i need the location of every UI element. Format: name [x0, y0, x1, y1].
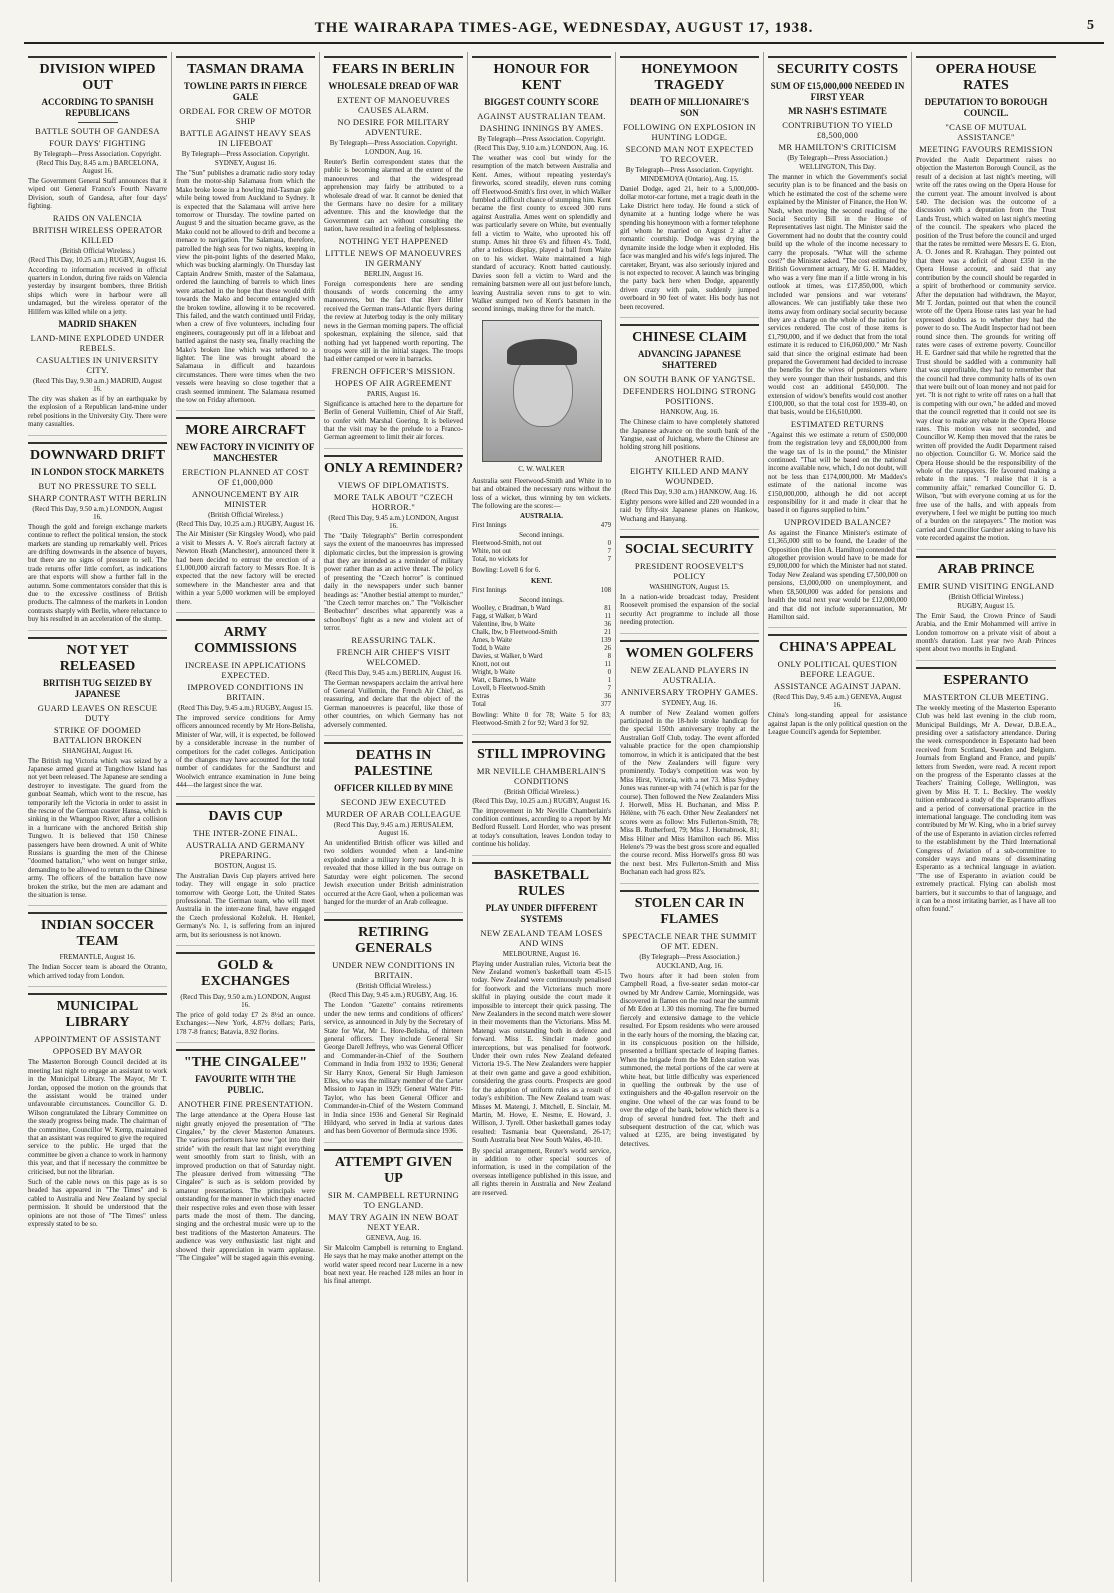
scorecard-runs: 139	[600, 636, 611, 644]
subheadline: PRESIDENT ROOSEVELT'S POLICY	[634, 560, 745, 581]
dateline: SYDNEY, Aug. 16.	[662, 698, 717, 707]
scorecard-runs: 7	[607, 684, 611, 692]
dateline: BOSTON, August 15.	[214, 861, 277, 870]
subheadline: ADVANCING JAPANESE SHATTERED	[638, 349, 741, 371]
headline: DIVISION WIPED OUT	[28, 56, 167, 94]
article-social-security	[620, 536, 759, 634]
scorecard-runs: 36	[604, 692, 611, 700]
scorecard-team: AUSTRALIA.	[520, 512, 563, 521]
headline: MUNICIPAL LIBRARY	[28, 993, 167, 1031]
headline: OPERA HOUSE RATES	[916, 56, 1056, 94]
article-army-commissions	[176, 619, 315, 797]
dateline: WELLINGTON, This Day.	[799, 163, 876, 171]
dateline: (Recd This Day, 10.25 a.m.) RUGBY, August 16.	[28, 255, 167, 264]
article-basketball-rules	[472, 862, 611, 1203]
dateline: SYDNEY, August 16.	[214, 159, 277, 167]
article-body: The improvement in Mr Neville Chamberlain's condition continues, according to a report by Mr Bedford Russell. Lord Horder, who was present at today's consultation, leaves London today to continue his holiday.	[472, 806, 611, 849]
scorecard-entry: Extras	[472, 692, 490, 700]
subheadline: MR NASH'S ESTIMATE	[788, 106, 887, 116]
bowling-figures: Bowling: White 0 for 78; Waite 5 for 83; Fleetwood-Smith 2 for 92; Ward 3 for 92.	[472, 710, 611, 728]
dateline: FREMANTLE, August 16.	[59, 953, 136, 962]
scorecard-aus-second	[472, 540, 611, 564]
scorecard-innings-label: Second innings.	[519, 531, 564, 540]
subheadline: EMIR SUND VISITING ENGLAND	[917, 580, 1055, 591]
dateline: (Recd This Day, 9.45 a.m.) BERLIN, August 16.	[325, 668, 462, 677]
scorecard-entry: White, not out	[472, 548, 512, 556]
headline: TASMAN DRAMA	[176, 56, 315, 78]
credit: By Telegraph—Press Association. Copyright.	[625, 166, 754, 174]
article-more-aircraft	[176, 417, 315, 613]
scorecard-entry: Ames, b Waite	[472, 636, 512, 644]
headline: ARMY COMMISSIONS	[176, 619, 315, 657]
subheadline: SECOND MAN NOT EXPECTED TO RECOVER.	[625, 144, 754, 164]
subheadline: DEPUTATION TO BOROUGH COUNCIL.	[924, 97, 1048, 118]
subheadline: ERECTION PLANNED AT COST OF £1,000,000	[182, 467, 309, 488]
scorecard-entry: Fleetwood-Smith, not out	[472, 540, 542, 548]
subheadline: UNPROVIDED BALANCE?	[784, 516, 891, 527]
article-body: The manner in which the Government's social security plan is to be financed and the basis on which he estimated the cost of the scheme were explained by the Minister of Finance, the Hon W. Nash, when moving the second reading of the Social Security Bill in the House of Representatives last night. The Minister said the Government had no doubt that the country could build up the whole of the income necessary to carry the proposals. "What will the scheme cost?" the Minister asked. "The cost estimated by British Government actuary, Mr G. H. Maddex, who was a very fine man if a little wrong in his outlook at times, was £17,850,000, which included war pensions and war veterans' allowances. We can justifiably take these two items away from ordinary social security because they are a charge on the whole of the nation for services rendered. The cost of those items is £1,790,000, and if we deduct that from the total estimate it is reduced to £16,060,000." Mr Nash said that since the original estimate had been prepared the Government had decided to increase the benefits for the wives of pensioners where they were younger than their husbands, and this would cost an additional £450,000. The extension of widow's benefits would cost another £100,000, so that the total cost for 1939-40, on that basis, would be £16,610,000.	[768, 173, 907, 417]
article-only-a-reminder	[324, 455, 463, 736]
headline: ATTEMPT GIVEN UP	[324, 1149, 463, 1187]
subheadline: OPPOSED BY MAYOR	[52, 1046, 143, 1057]
scorecard-kent-first	[472, 587, 611, 595]
credit: By Telegraph—Press Association. Copyright.	[477, 135, 606, 143]
headline: HONEYMOON TRAGEDY	[620, 56, 759, 94]
subheadline: NEW ZEALAND PLAYERS IN AUSTRALIA.	[630, 664, 749, 685]
headline: NOT YET RELEASED	[28, 637, 167, 675]
headline: SECURITY COSTS	[768, 56, 907, 78]
scorecard-row	[472, 556, 611, 564]
subheadline: ASSISTANCE AGAINST JAPAN.	[773, 681, 902, 692]
headline: ESPERANTO	[916, 667, 1056, 689]
article-body: According to information received in official quarters in London, during five raids on Valencia yesterday by insurgent bombers, three British ships which were in harbour were all undamaged, but the wireless operator of the Hillfern was killed while on a jetty.	[28, 265, 167, 316]
article-body: The large attendance at the Opera House last night greatly enjoyed the presentation of "The Cingalee," by the clever Masterton Amateurs. The various performers have now "got into their stride" with the result that last night everything went smoothly from start to finish, with an improved production on that of Saturday night. The pleasure derived from witnessing "The Cingalee" is such as is seldom provided by amateur presentations. The principals were outstanding for the manner in which they enacted their respective roles and even those with lesser parts made the most of them. The dancing, singing and the orchestral music were up to the best traditions of the Masterton Amateurs. The audience was very enthusiastic last night and showed their appreciation in warm applause. "The Cingalee" will be staged again this evening.	[176, 1111, 315, 1263]
headline: SOCIAL SECURITY	[620, 536, 759, 558]
scorecard-entry: First Innings	[472, 522, 507, 530]
subheadline: "CASE OF MUTUAL ASSISTANCE"	[945, 122, 1027, 142]
subheadline: SIR M. CAMPBELL RETURNING TO ENGLAND.	[328, 1189, 459, 1210]
dateline: (Recd This Day, 9.50 a.m.) LONDON, August 16.	[32, 504, 163, 521]
dateline: HANKOW, Aug. 16.	[660, 408, 719, 417]
subheadline: EIGHTY KILLED AND MANY WOUNDED.	[630, 465, 749, 486]
credit: By Telegraph—Press Association. Copyright.	[181, 150, 310, 158]
subheadline: REASSURING TALK.	[351, 634, 436, 645]
article-body: The "Daily Telegraph's" Berlin correspondent says the extent of the manoeuvres has impressed diplomatic circles, but the impression is growing that they are intended as a reminder of military power rather than as an active threat. The policy of presenting the "Czech horror" is continued daily in the newspapers under such banner headings as: "Another bestial attempt to murder," "the Czech terror marches on." The "Volkischer Beobachter" describes what apparently was a schoolboys' fight as a new and violent act of terror.	[324, 531, 463, 633]
subheadline: IMPROVED CONDITIONS IN BRITAIN.	[187, 682, 304, 703]
headline: CHINESE CLAIM	[620, 324, 759, 346]
article-body: As against the Finance Minister's estimate of £1,365,000 still to be found, the Leader of the Opposition (the Hon A. Hamilton) contended that altogether provision would have to be made for £9,000,000 for which the Minister had not stated. Today New Zealand was spending £7,500,000 on pensions, £3,000,000 on unemployment, and when £8,500,000 was added for pensions and health the total next year would be £12,000,000 and that did not include superannuation, Mr Hamilton said.	[768, 528, 908, 621]
article-stolen-car	[620, 890, 759, 1155]
article-body: Reuter's Berlin correspondent states that the public is becoming alarmed at the extent of the manoeuvres and that the widespread apprehension may fairly be attributed to a wholesale dread of war. It cannot be denied that the Germans have no desire for a military adventure. This and the knowledge that the Government can act without consulting the nation, have resulted in a feeling of helplessness.	[324, 158, 463, 234]
subheadline: STRIKE OF DOOMED BATTALION BROKEN	[53, 724, 142, 745]
scorecard-row	[472, 669, 611, 677]
dateline: (Recd This Day, 9.45 a.m.) RUGBY, Aug. 16.	[329, 991, 458, 1000]
dateline: (Recd This Day, 9.45 a.m.) JERUSALEM, August 16.	[333, 821, 454, 838]
subheadline: AUSTRALIA AND GERMANY PREPARING.	[185, 839, 306, 860]
headline: INDIAN SOCCER TEAM	[28, 912, 167, 950]
page-number: 5	[1087, 18, 1094, 33]
subheadline: RAIDS ON VALENCIA	[52, 212, 143, 223]
article-gold-exchanges	[176, 952, 315, 1043]
scorecard-runs: 479	[600, 522, 611, 530]
article-women-golfers	[620, 640, 759, 884]
subheadline: NEW FACTORY IN VICINITY OF MANCHESTER	[176, 442, 315, 464]
subheadline: VIEWS OF DIPLOMATISTS.	[337, 479, 450, 490]
subheadline: CONTRIBUTION TO YIELD £8,500,000	[782, 120, 893, 140]
credit: (British Official Wireless.)	[208, 511, 283, 520]
article-body: Foreign correspondents here are sending thousands of words concerning the army manoeuvres, but the fact that Herr Hitler received the German trans-Atlantic flyers during the review at Juterbog today is the only military news in the German morning papers. The official spokesman, explaining the silence, said that nothing had yet happened worth reporting. The troops were still in the initial stages. The troops had either camped or were in barracks.	[324, 279, 463, 364]
article-tasman-drama	[176, 56, 315, 411]
article-retiring-generals	[324, 919, 463, 1143]
article-body: Sir Malcolm Campbell is returning to England. He says that he may make another attempt on the world water speed record near Lucerne in a new boat next year. He reached 128 miles an hour in his final attempt.	[324, 1243, 463, 1286]
scorecard-row	[472, 661, 611, 669]
subheadline: LAND-MINE EXPLODED UNDER REBELS.	[30, 333, 165, 354]
subheadline: BATTLE SOUTH OF GANDESA	[35, 126, 160, 136]
subheadline: FRENCH OFFICER'S MISSION.	[331, 365, 456, 376]
column-4	[468, 52, 616, 1582]
subheadline: IN LONDON STOCK MARKETS	[30, 466, 165, 477]
scorecard-entry: Watt, c Barnes, b Waite	[472, 676, 536, 684]
article-arab-prince	[916, 556, 1056, 661]
notice-text: By special arrangement, Reuter's world service, in addition to other special sources of information, is used in the compilation of the overseas intelligence published in this issue, and all rights therein in Australia and New Zealand are reserved.	[472, 1146, 611, 1197]
scorecard-runs: 21	[604, 628, 611, 636]
subheadline: MR HAMILTON'S CRITICISM	[778, 142, 897, 152]
article-body: Australia sent Fleetwood-Smith and White in to bat and obtained the necessary runs without the loss of a wicket, thus winning by ten wickets. The following are the scores:—	[472, 476, 611, 510]
dateline: RUGBY, August 15.	[957, 601, 1015, 610]
article-municipal-library	[28, 993, 167, 1234]
article-chinas-appeal	[768, 634, 907, 742]
scorecard-entry: Todd, b Waite	[472, 644, 510, 652]
scorecard-runs: 1	[607, 676, 611, 684]
headline: WOMEN GOLFERS	[620, 640, 759, 662]
credit: (By Telegraph—Press Association.)	[787, 154, 888, 162]
subheadline: ESTIMATED RETURNS	[790, 418, 885, 429]
article-body: The Air Minister (Sir Kingsley Wood), who paid a visit to Messrs A. V. Roe's aircraft factory at Newton Heath (Manchester), announced there it had been decided to entrust the erection of a £1,000,000 aircraft factory to Messrs Roe. It is expected that the new factory will be erected somewhere in the Manchester area and that within a year 5,000 workmen will be employed there.	[176, 530, 315, 606]
scorecard-entry: Fagg, st Walker, b Ward	[472, 612, 538, 620]
scorecard-row	[472, 621, 611, 629]
credit: (British Official Wireless.)	[948, 592, 1024, 601]
subheadline: SECOND JEW EXECUTED	[340, 797, 447, 808]
scorecard-runs: 11	[604, 660, 611, 668]
article-security-costs	[768, 56, 907, 628]
subheadline: UNDER NEW CONDITIONS IN BRITAIN.	[332, 960, 455, 981]
headline: STOLEN CAR IN FLAMES	[620, 890, 759, 928]
subheadline: MAY TRY AGAIN IN NEW BOAT NEXT YEAR.	[328, 1211, 459, 1232]
headline: ONLY A REMINDER?	[324, 455, 463, 477]
subheadline: CASUALTIES IN UNIVERSITY CITY.	[36, 355, 159, 376]
scorecard-row	[472, 637, 611, 645]
scorecard-runs: 7	[607, 548, 611, 556]
article-body: "Against this we estimate a return of £500,000 from the registration levy and £8,000,000 from the wage tax of 1s in the pound," the Minister continued. "That will be based on the national income available now, which, I do not doubt, will not be less than £174,000,000. Mr Maddex's estimate of the national income was £150,000,000, although he did not accept responsibility for it and made it clear that he based it on figures supplied to him."	[768, 430, 907, 515]
article-attempt-given-up	[324, 1149, 463, 1292]
scorecard-entry: Davies, st Walker, b Ward	[472, 652, 543, 660]
article-body: Playing under Australian rules, Victoria beat the New Zealand women's basketball team 45-15 today. New Zealand were continuously penalised for footwork and the Victorians much more skilful in playing outside the court made it impossible to intercept their quick passing. The New Zealanders in the second match were slower in their movements than the Victorians. Miss M. Matengi was outstanding both in defence and forward. Miss E. Sinclair made good interceptions, but was penalised for footwork. Under their own rules New Zealand defeated Victoria 19-5. The New Zealanders were happier at their own game and gave a good exhibition, considering the grass courts. Prospects are good for the adoption of uniform rules as a result of today's exhibition. The New Zealand team was: Misses M. Matengi, J. Mitchell, E. Sinclair, M. Martin, M. Howe, E. Nesme, E. Howard, J. Willison, J. Tyrell. Other basketball games today resulted: Tasmania beat Queensland, 26-17; South Australia beat New South Wales, 40-10.	[472, 959, 611, 1145]
scorecard-runs: 108	[600, 586, 611, 594]
subheadline: NO DESIRE FOR MILITARY ADVENTURE.	[337, 117, 450, 137]
dateline: AUCKLAND, Aug. 16.	[656, 961, 723, 970]
scorecard-row	[472, 548, 611, 556]
notice-text: Such of the cable news on this page as is so headed has appeared in "The Times" and is cabled to Australia and New Zealand by special permission. It should be understood that the opinions are not those of "The Times" unless expressly stated to be so.	[28, 1177, 167, 1228]
subheadline: BUT NO PRESSURE TO SELL	[38, 480, 157, 491]
subheadline: ANOTHER RAID.	[654, 453, 725, 464]
subheadline: APPOINTMENT OF ASSISTANT	[34, 1034, 161, 1045]
article-still-improving	[472, 741, 611, 856]
article-body: The London "Gazette" contains retirements under the new terms and conditions of officers' service, as announced in July by the Secretary of State for War, Mr L. Hore-Belisha, of thirteen general officers. They include General Sir George Darell Jeffreys, who was General Officer and Commander-in-Chief of the Southern Command in India from 1932 to 1936; General Sir Harry Knox, General Sir Hugh Jamieson Elles, who was the military member of the Carter Mission to Japan in 1929; General Walter Pitt-Taylor, who has been General Officer and Commander-in-Chief of the Western Command in India since 1936 and General Sir Reginald Hildyard, who served in India at various dates and has been Governor of Bermuda since 1936.	[324, 1001, 463, 1136]
subheadline: MEETING FAVOURS REMISSION	[919, 144, 1053, 154]
subheadline: BIGGEST COUNTY SCORE	[484, 97, 599, 107]
dateline: (Recd This Day, 9.45 a.m.) LONDON, August 16.	[328, 513, 459, 530]
article-honeymoon-tragedy	[620, 56, 759, 318]
scorecard-runs: 8	[607, 652, 611, 660]
dateline: LONDON, Aug. 16.	[365, 148, 422, 156]
scorecard-team: KENT.	[530, 576, 553, 585]
article-body: The Indian Soccer team is aboard the Otranto, which arrived today from London.	[28, 963, 167, 980]
headline: FEARS IN BERLIN	[324, 56, 463, 78]
headline: RETIRING GENERALS	[324, 919, 463, 957]
scorecard-runs: 377	[600, 700, 611, 708]
scorecard-runs: 81	[604, 604, 611, 612]
article-body: Significance is attached here to the departure for Berlin of General Vuillemin, Chief of Air Staff, to confer with Marshal Goering. It is believed that the visit may be the prelude to a Franco-German agreement to limit their air forces.	[324, 399, 463, 442]
subheadline: FAVOURITE WITH THE PUBLIC.	[195, 1074, 296, 1096]
article-chinese-claim	[620, 324, 759, 530]
scorecard-aus-first	[472, 522, 611, 530]
article-indian-soccer-team	[28, 912, 167, 987]
photo-caption: C. W. WALKER	[518, 464, 565, 473]
portrait-cap	[507, 339, 577, 365]
dateline: GENEVA, Aug. 16.	[365, 1233, 422, 1242]
scorecard-row	[472, 540, 611, 548]
credit: (British Official Wireless.)	[60, 246, 135, 255]
scorecard-row	[472, 605, 611, 613]
column-5	[616, 52, 764, 1582]
scorecard-row	[472, 685, 611, 693]
subheadline: FOUR DAYS' FIGHTING	[49, 138, 146, 148]
article-body: China's long-standing appeal for assistance against Japan is the only political question on the League Council's agenda for September.	[768, 711, 907, 737]
subheadline: SHARP CONTRAST WITH BERLIN	[28, 492, 167, 503]
scorecard-runs: 26	[604, 644, 611, 652]
scorecard-row	[472, 613, 611, 621]
subheadline: THE INTER-ZONE FINAL.	[193, 827, 298, 838]
subheadline: INCREASE IN APPLICATIONS EXPECTED.	[184, 660, 307, 681]
article-body: The Masterton Borough Council decided at its meeting last night to engage an assistant to work in the Municipal Library. The Mayor, Mr T. Jordan, opposed the motion on the grounds that the assistant would be trained under unfavourable circumstances. Councillor G. D. Wilson congratulated the Library Committee on the steady progress being made. The chairman of the committee, Councillor W. Kemp, maintained that an assistant was required to give the required service to the public. He urged that the committee be given a chance to work in harmony this year, and that if necessary the committee be criticised, but not the librarian.	[28, 1058, 167, 1176]
article-body: The Government General Staff announces that it wiped out General Franco's Fourth Navarre Division, south of Gandesa, after four days' fighting.	[28, 177, 167, 211]
headline: DEATHS IN PALESTINE	[324, 742, 463, 780]
article-body: Though the gold and foreign exchange markets continue to reflect the political tension, the stock markets are standing up remarkably well. Prices are drifting downwards in the absence of buyers, but there are no signs of pressure to sell. The trade returns offer little comfort, as indications are that exports will show a further fall in the autumn. Some commentators consider that this is due to the excessive costliness of British products. The calmness of the markets in London contrasts sharply with Berlin, where reluctance to buy his resulted in an acceleration of the slump.	[28, 522, 167, 624]
scorecard-entry: Wright, b Waite	[472, 668, 516, 676]
scorecard-runs: 11	[604, 612, 611, 620]
column-6	[764, 52, 912, 1582]
subheadline: SPECTACLE NEAR THE SUMMIT OF MT. EDEN.	[622, 930, 757, 951]
article-body: The city was shaken as if by an earthquake by the explosion of a Republican land-mine under rebel positions in the University City. There were many casualties.	[28, 395, 167, 429]
article-honour-for-kent	[472, 56, 611, 735]
subheadline: ORDEAL FOR CREW OF MOTOR SHIP	[179, 106, 312, 126]
article-esperanto	[916, 667, 1056, 920]
subheadline: FOLLOWING ON EXPLOSION IN HUNTING LODGE.	[623, 122, 756, 142]
subheadline: ON SOUTH BANK OF YANGTSE.	[623, 374, 756, 385]
credit: By Telegraph—Press Association. Copyright.	[329, 139, 458, 147]
columns	[24, 52, 1104, 1582]
article-body: Daniel Dodge, aged 21, heir to a 5,000,000-dollar motor-car fortune, met a tragic death in the Lake District here today. He found a stick of dynamite at a hunting lodge where he was spending his honeymoon with a former telephone girl whom he married on August 2 after a romantic courtship. Dodge was drying the dynamite inside the lodge when it exploded. His face was mangled and his wife's legs injured. The caretaker, Bryant, was also seriously injured and is not expected to recover. A launch was bringing the party back here when Dodge, apparently driven crazy with pain, suddenly jumped overboard in 90 feet of water. His body has not been recovered.	[620, 185, 759, 311]
subheadline: EXTENT OF MANOEUVRES CAUSES ALARM.	[336, 95, 451, 115]
dateline: WASHINGTON, August 15.	[649, 582, 730, 591]
scorecard-row	[472, 522, 611, 530]
subheadline: MADRID SHAKEN	[58, 319, 137, 330]
headline: DAVIS CUP	[176, 803, 315, 825]
dateline: (Recd This Day, 10.25 a.m.) RUGBY, August 16.	[472, 796, 611, 805]
article-opera-house-rates	[916, 56, 1056, 550]
article-body: The British tug Victoria which was seized by a Japanese armed guard at Tungchow Island has not yet been released. The Japanese are sending a destroyer to investigate. The guard from the gunboat Seamab, which went to the rescue, has temporarily left the Victoria in order to assist in the rescue of the German coaster Hansa, which is sinking in the Whangpoo River, after a collision in a hurricane with the anchored British ship Tungwo. It is believed that 150 Chinese passengers have been drowned. A unit of White Russians is guarding the men of the Chinese "doomed battalion," who went on hunger strike, demanding to be allowed to return to the Chinese army. The officers of the battalion have now broken the strike, but the men are adamant and the situation is tense.	[28, 756, 167, 900]
headline: ARAB PRINCE	[916, 556, 1056, 578]
subheadline: ANNIVERSARY TROPHY GAMES.	[620, 686, 759, 697]
article-body: The price of gold today £7 2s 8½d an ounce. Exchanges:—New York, 4.87½ dollars; Paris, 178 7-8 francs; Batavia, 8.92 florins.	[176, 1010, 315, 1036]
scorecard-runs: 0	[607, 668, 611, 676]
subheadline: BRITISH WIRELESS OPERATOR KILLED	[32, 224, 163, 245]
dateline: MINDEMOYA (Ontario), Aug. 15.	[640, 175, 739, 183]
scorecard-runs: 36	[604, 620, 611, 628]
headline: "THE CINGALEE"	[176, 1049, 315, 1071]
dateline: (Recd This Day, 9.10 a.m.) LONDON, Aug. 16.	[474, 144, 609, 152]
portrait-photo	[482, 320, 602, 462]
article-davis-cup	[176, 803, 315, 946]
scorecard-row	[472, 645, 611, 653]
subheadline: DEFENDERS HOLDING STRONG POSITIONS.	[622, 386, 757, 407]
dateline: SHANGHAI, August 16.	[62, 746, 133, 755]
scorecard-entry: Woolley, c Bradman, b Ward	[472, 604, 551, 612]
dateline: (Recd This Day, 9.45 a.m.) RUGBY, August 15.	[178, 704, 313, 713]
credit: (British Official Wireless.)	[356, 982, 431, 991]
dateline: (Recd This Day, 9.45 a.m.) GENEVA, August 16.	[773, 693, 902, 710]
column-2	[172, 52, 320, 1582]
article-the-cingalee	[176, 1049, 315, 1268]
scorecard-entry: Valentine, lbw, b Waite	[472, 620, 535, 628]
article-body: The Australian Davis Cup players arrived here today. They will engage in solo practice tomorrow with George Lott, the United States professional. The German team, who will meet Australia in the inter-zone final, have engaged the Czech professional Koželuk. H. Henkel, Germany's No. 1, is suffering from an injured arm, but its seriousness is not known.	[176, 871, 315, 939]
subheadline: MR NEVILLE CHAMBERLAIN'S CONDITIONS	[476, 765, 607, 786]
scorecard-row	[472, 701, 611, 709]
dateline: BERLIN, August 16.	[363, 269, 424, 278]
subheadline: MASTERTON CLUB MEETING.	[923, 691, 1049, 702]
scorecard-row	[472, 653, 611, 661]
subheadline: GUARD LEAVES ON RESCUE DUTY	[37, 702, 158, 723]
column-1	[24, 52, 172, 1582]
masthead-title: THE WAIRARAPA TIMES-AGE, WEDNESDAY, AUGUST 17, 1938.	[314, 19, 814, 36]
subheadline: OFFICER KILLED BY MINE	[334, 783, 453, 794]
subheadline: BRITISH TUG SEIZED BY JAPANESE	[42, 677, 153, 699]
subheadline: NEW ZEALAND TEAM LOSES AND WINS	[480, 927, 603, 948]
article-body: Provided the Audit Department raises no objection the Masterton Borough Council, as the result of a decision at last night's meeting, will write off the rates owing on the Opera House for the current year. The amount involved is about £40. The decision was the outcome of a discussion with a deputation from the Trust Lands Trust, which waited on last night's meeting of the council. The speakers who placed the position of the Trust before the council and urged that the rates be remitted were Messrs E. G. Eton, A. O. Jones and R. Krahagan. They pointed out that there was a deficit of about £350 in the Opera House account, and said that any contribution by the council should be regarded in a spirit of brotherhood or community service. After the deputation had withdrawn, the Mayor, Mr T. Jordan, pointed out that when the council wrote off the Opera House rates last year he had expressed doubts as to whether they had the power to do so. The Audit Inspector had not been round since then. The grounds for writing off rates were cases of extreme poverty. Councillor H. E. Gardner said that while he regretted that the Trust should be saddled with a community hall that was unprofitable, they had to remember that the council had three community halls of its own that were built out of loan money and not paid for yet. "It is not right to write off rates on a hall that is competing with our own," he added and moved that the council regretted that it could not see its way clear to make any rebate in the Opera House rates. This motion was not seconded, and Councillor W. Kemp then moved that the rates be written off provided the Audit Department raised no objection. Councillor G. W. Morice said the Opera House should be the responsibility of the whole of the ratepayers. He favoured making a rebate in the rates. "I realise that it is a community affair," remarked Councillor G. D. Wilson, "but with everyone coming at us for the free use of the halls, and with appeals from everywhere, I feel we might be putting too much of a burden on the ratepayers." The motion was carried and Councillor Gardner asking to have his vote recorded against the motion.	[916, 156, 1056, 543]
dateline: (Recd This Day, 9.30 a.m.) HANKOW, Aug. 16.	[621, 487, 758, 496]
article-body: The "Sun" publishes a dramatic radio story today from the motor-ship Salamaua from which the Mako broke loose in a howling mid-Tasman gale while being towed from Auckland to Sydney. It is expected that the Salamaua will arrive here tomorrow or Thursday. The towline parted on August 9 and the situation became grave, as the Mako could not be allowed to drift and become a menace to navigation. The Salamaua, therefore, patrolled the high seas for two nights, keeping in view the pin-point lights of the deserted Mako, which was bucking alarmingly. On Thursday last Captain Andrew Smith, master of the Salamaua, ordered the launching of barrels to which lines were attached in the hope that these would drift towards the Mako and become entangled with the broken towline, allowing it to be recovered. This failed, and the watch continued until Friday, when a crew of five volunteers, including four engineers, courageously put off in a lifeboat and battled against the nasty sea, finally reaching the Mako's broken line which was tethered to a lighter. The line was brought aboard the Salamaua in difficult and hazardous circumstances. There were times when the two vessels were heaving so close together that a crash seemed imminent. The Salamaua resumed the tow on Friday afternoon.	[176, 169, 315, 404]
dateline: MELBOURNE, August 16.	[502, 949, 581, 958]
scorecard-innings-label: Second innings.	[519, 595, 564, 604]
column-3	[320, 52, 468, 1582]
bowling-figures: Bowling: Lovell 6 for 6.	[472, 566, 541, 575]
subheadline: HOPES OF AIR AGREEMENT	[335, 377, 452, 388]
article-body: The Chinese claim to have completely shattered the Japanese advance on the south bank of the Yangtse, east of Juichang, where the Chinese are holding strong hill positions.	[620, 418, 759, 452]
article-division-wiped-out	[28, 56, 167, 436]
article-body: A number of New Zealand women golfers participated in the 18-hole stroke handicap for the special 150th anniversary trophy at the Australian Golf Club, today. The event afforded valuable practice for the open championship tomorrow, in which it is anticipated that the best of the New Zealanders will figure very prominently. Today's competition was won by Miss Hirst, Victoria, with a net 73. Miss Sydney Jones was runner-up with 74 (which is par for the course). Then followed the New Zealanders Miss J. Horwell, Miss H. Buchanan, and Miss P. Hélène, with 76 each. Other New Zealanders' net scores were as follow: Mrs Fullerton-Smith, 78; Miss B. Rutherford, 79; Miss J. Hornabrook, 81; Miss Hilner and Miss Hamilton each 86. Miss Helene's 79 was the best gross score and equalled the course record. Miss Horwell's gross 80 was the next best. Mrs Fullerton-Smith and Miss Buchanan each had gross 82's.	[620, 708, 759, 877]
subheadline: ANNOUNCEMENT BY AIR MINISTER	[191, 489, 300, 510]
subheadline: NOTHING YET HAPPENED	[338, 235, 449, 246]
subheadline: AGAINST AUSTRALIAN TEAM.	[477, 111, 606, 121]
dateline: (Recd This Day, 8.45 a.m.) BARCELONA, August 16.	[36, 159, 159, 175]
article-fears-in-berlin	[324, 56, 463, 449]
article-downward-drift	[28, 442, 167, 631]
subheadline: LITTLE NEWS OF MANOEUVRES IN GERMANY	[325, 247, 462, 268]
dateline: (Recd This Day, 9.50 a.m.) LONDON, August 16.	[180, 992, 311, 1009]
subheadline: ACCORDING TO SPANISH REPUBLICANS	[41, 97, 154, 118]
subheadline: DEATH OF MILLIONAIRE'S SON	[629, 97, 750, 118]
credit: (By Telegraph—Press Association.)	[639, 952, 740, 961]
headline: BASKETBALL RULES	[472, 862, 611, 900]
subheadline: PLAY UNDER DIFFERENT SYSTEMS	[485, 902, 598, 924]
subheadline: BATTLE AGAINST HEAVY SEAS IN LIFEBOAT	[179, 128, 312, 148]
headline: MORE AIRCRAFT	[176, 417, 315, 439]
article-body: The Emir Saud, the Crown Prince of Saudi Arabia, and the Emir Mohammed will arrive in London tomorrow on a private visit of about a month's duration. Last year two Arab Princes spent about two months in England.	[916, 611, 1056, 654]
headline: GOLD & EXCHANGES	[176, 952, 315, 990]
headline: DOWNWARD DRIFT	[28, 442, 167, 464]
subheadline: WHOLESALE DREAD OF WAR	[328, 81, 459, 91]
column-7	[912, 52, 1060, 1582]
scorecard-entry: Lovell, b Fleetwood-Smith	[472, 684, 546, 692]
credit: (British Official Wireless.)	[504, 787, 579, 796]
headline: STILL IMPROVING	[472, 741, 611, 763]
subheadline: SUM OF £15,000,000 NEEDED IN FIRST YEAR	[770, 81, 905, 102]
scorecard-entry: First Innings	[472, 586, 507, 594]
article-body: The weekly meeting of the Masterton Esperanto Club was held last evening in the club room, Municipal Buildings, Mr A. Dewar, D.B.E.A., presiding over a satisfactory attendance. During the week correspondence in Esperanto had been received from Scotland, Sweden and Belgium. Journals from England and France, and pupils' letters from Sweden, were read. A recent report on the progress of the Esperanto classes at the Teachers' Training College, Wellington, was given by Miss H. T. L. Beckley. The weekly tuition embraced a study of the Esperanto affixes and a period of conversational practice in the international language. The concluding item was contributed by Mr W. King, who in a brief survey of the use of Esperanto in aviation circles referred to the establishment by the Third International Congress of Aviation of a sub-committee to consider ways and means of disseminating Esperanto as a technical language in aviation. "The use of Esperanto in aviation could be extremely practical. Flying can abolish most barriers, but it succumbs to that of language, and it can be a most irritating barrier, as I have all too often found."	[916, 703, 1056, 914]
article-body: The improved service conditions for Army officers announced recently by Mr Hore-Belisha, Minister of War, will, it is expected, be followed by a considerable increase in the number of competitors for the cadet colleges. Anticipation of the changes may have accounted for the total number of candidates for the Sandhurst and Woolwich entrance examination in June being 444—the largest since the war.	[176, 714, 315, 790]
divider	[78, 122, 118, 123]
article-body: The weather was cool but windy for the resumption of the match between Australia and Kent. Ames, without repeating yesterday's fireworks, scored steadily, eleven runs coming off Fleetwood-Smith's first over, in which Walker fumbled a difficult chance of stumping him. Kent became the first county to exceed 300 runs against Australia. Ames went on splendidly and was particularly severe on White, but eventually fell a victim to Waite, who uprooted his off stump. Ames hit three 6's and fifteen 4's. Todd, after a tedious display, played a ball from Waite on to his wicket. Waite maintained a high standard of accuracy. Knott batted cautiously. Davies soon fell a victim to Ward and the remaining batsmen were all out just before lunch, leaving Australia seven runs to get to win. Walker stumped two of Kent's batsmen in the second innings, making three for the match.	[472, 154, 611, 314]
article-body: Two hours after it had been stolen from Campbell Road, a five-seater sedan motor-car owned by Mr Andrew Carnie, Morningside, was discovered in flames on the road near the summit of Mt Eden at 1.30 this morning. The fire burned fiercely and extensive damage to the vehicle resulted. For Epsom residents who were aroused in the early hours of the morning, the blazing car, in its conspicuous position on the hillside, presented a brilliant spectacle of leaping flames. When the brigade from the Mt Eden station was summoned, the metal portions of the car were at white heat, but little difficulty was experienced in quelling the outbreak by the use of extinguishers and the 40-gallon reservoir on the engine. One wheel of the car was found to be over the edge of the bank, below which there is a drop of several hundred feet. The theft and subsequent destruction of the car, which was valued at £235, are being investigated by detectives.	[620, 971, 759, 1148]
scorecard-row	[472, 693, 611, 701]
subheadline: DASHING INNINGS BY AMES.	[479, 123, 604, 133]
article-body: In a nation-wide broadcast today, President Roosevelt promised the expansion of the social security Act programme to include all those needing protection.	[620, 592, 759, 627]
scorecard-entry: Knott, not out	[472, 660, 510, 668]
scorecard-row	[472, 629, 611, 637]
dateline: (Recd This Day, 10.25 a.m.) RUGBY, August 16.	[176, 520, 315, 529]
scorecard-row	[472, 677, 611, 685]
credit: By Telegraph—Press Association. Copyright.	[33, 150, 162, 158]
headline: CHINA'S APPEAL	[768, 634, 907, 656]
headline: HONOUR FOR KENT	[472, 56, 611, 94]
article-deaths-in-palestine	[324, 742, 463, 913]
subheadline: ONLY POLITICAL QUESTION BEFORE LEAGUE.	[777, 659, 898, 680]
article-not-yet-released	[28, 637, 167, 907]
subheadline: FRENCH AIR CHIEF'S VISIT WELCOMED.	[336, 646, 451, 667]
subheadline: TOWLINE PARTS IN FIERCE GALE	[183, 81, 308, 102]
dateline: (Recd This Day, 9.30 a.m.) MADRID, August 16.	[32, 377, 163, 394]
scorecard-entry: Chalk, lbw, b Fleetwood-Smith	[472, 628, 558, 636]
subheadline: ANOTHER FINE PRESENTATION.	[177, 1099, 314, 1110]
dateline: PARIS, August 16.	[366, 389, 421, 398]
subheadline: MORE TALK ABOUT "CZECH HORROR."	[333, 491, 454, 512]
article-body: Eighty persons were killed and 220 wounded in a raid by fifty-six Japanese planes on Hankow, Wuchang and Hanyang.	[620, 497, 759, 523]
masthead	[24, 14, 1104, 44]
scorecard-row	[472, 587, 611, 595]
subheadline: MURDER OF ARAB COLLEAGUE	[326, 809, 461, 820]
scorecard-entry: Total, no wickets for	[472, 556, 529, 564]
scorecard-kent-second	[472, 605, 611, 709]
article-body: The German newspapers acclaim the arrival here of General Vuillemin, the French Air Chief, as reassuring, and declare that the object of the German manoeuvres is peaceful, like those of other countries, on which Germany has not adversely commented.	[324, 678, 463, 729]
scorecard-runs: 7	[607, 556, 611, 564]
scorecard-runs: 0	[607, 540, 611, 548]
scorecard-entry: Total	[472, 700, 486, 708]
article-body: An unidentified British officer was killed and two soldiers wounded when a land-mine exploded under a military lorry near Acre. It is revealed that those killed in the bus outrage on Saturday were eight policemen. The second Jewish execution under British administration occurred at the Acre Gaol, when a policeman was hanged for the murder of an Arab colleague.	[324, 839, 463, 906]
